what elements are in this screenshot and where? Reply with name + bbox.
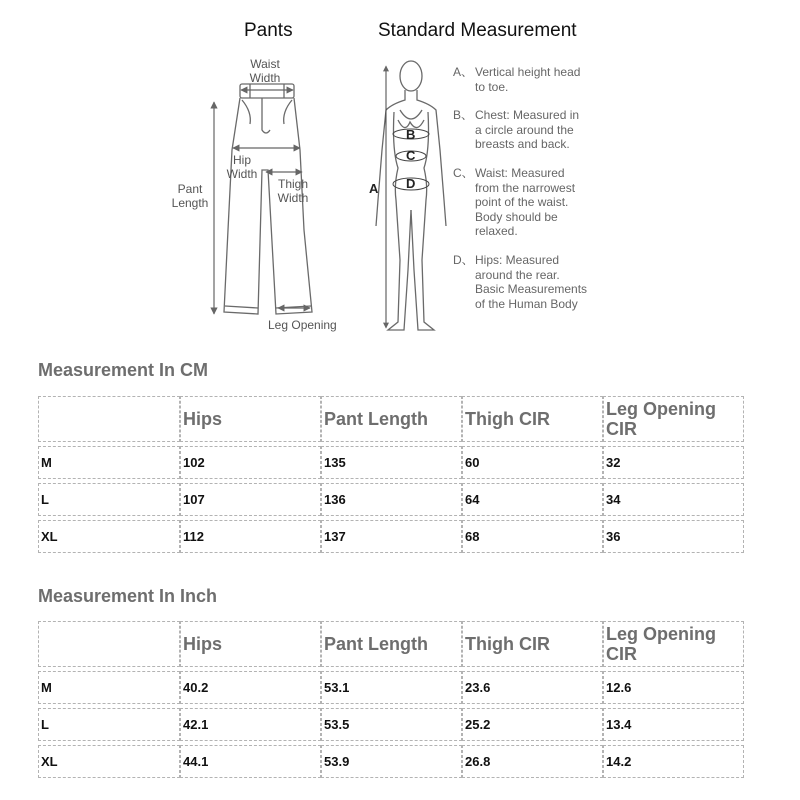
cm-size-table (38, 396, 744, 553)
value-cell: 107 (180, 483, 321, 516)
value-cell: 40.2 (180, 671, 321, 704)
header-cell: Hips (180, 621, 321, 667)
value-cell: 12.6 (603, 671, 744, 704)
value-cell: 68 (462, 520, 603, 553)
value-cell: 13.4 (603, 708, 744, 741)
table-row (38, 745, 744, 778)
note-c (453, 166, 613, 241)
value-cell: 44.1 (180, 745, 321, 778)
table-row (38, 446, 744, 479)
header-cell (38, 621, 180, 667)
value-cell: 53.9 (321, 745, 462, 778)
header-cell: Leg Opening CIR (603, 621, 744, 667)
note-b (453, 108, 613, 153)
inch-section-title: Measurement In Inch (38, 586, 218, 606)
note-text: Vertical height head to toe. (475, 65, 581, 94)
table-row (38, 671, 744, 704)
header-cell (38, 396, 180, 442)
value-cell: 137 (321, 520, 462, 553)
table-row (38, 708, 744, 741)
value-cell: 23.6 (462, 671, 603, 704)
size-cell: M (38, 446, 180, 479)
size-cell: XL (38, 745, 180, 778)
hip-width-label: Hip Width (226, 153, 258, 181)
note-key: C、 (453, 166, 474, 180)
body-letter-c: C (406, 148, 416, 163)
body-letter-b: B (406, 127, 416, 142)
measurement-figure (0, 0, 800, 345)
cm-section-title: Measurement In CM (38, 360, 209, 380)
value-cell: 25.2 (462, 708, 603, 741)
body-letter-d: D (406, 176, 416, 191)
note-key: B、 (453, 108, 474, 122)
value-cell: 53.1 (321, 671, 462, 704)
size-cell: L (38, 483, 180, 516)
size-cell: M (38, 671, 180, 704)
table-header-row (38, 621, 744, 667)
standard-measurement-title: Standard Measurement (378, 20, 577, 41)
header-cell: Leg Opening CIR (603, 396, 744, 442)
note-key: D、 (453, 253, 474, 267)
value-cell: 36 (603, 520, 744, 553)
value-cell: 135 (321, 446, 462, 479)
note-key: A、 (453, 65, 474, 79)
value-cell: 34 (603, 483, 744, 516)
value-cell: 42.1 (180, 708, 321, 741)
waist-width-label: Waist Width (249, 57, 281, 85)
header-cell: Thigh CIR (462, 396, 603, 442)
value-cell: 102 (180, 446, 321, 479)
header-cell: Thigh CIR (462, 621, 603, 667)
value-cell: 26.8 (462, 745, 603, 778)
note-text: Waist: Measured from the narrowest point of the waist. Body should be relaxed. (475, 166, 576, 238)
note-a (453, 65, 613, 95)
value-cell: 112 (180, 520, 321, 553)
pant-length-label: Pant Length (171, 182, 209, 210)
value-cell: 136 (321, 483, 462, 516)
note-d (453, 253, 613, 313)
table-header-row (38, 396, 744, 442)
leg-opening-label: Leg Opening (268, 318, 337, 332)
table-row (38, 520, 744, 553)
size-cell: XL (38, 520, 180, 553)
value-cell: 53.5 (321, 708, 462, 741)
note-text: Chest: Measured in a circle around the breasts and back. (475, 108, 580, 151)
inch-size-table (38, 621, 744, 778)
body-letter-a: A (369, 181, 379, 196)
pants-title: Pants (244, 20, 293, 41)
header-cell: Pant Length (321, 396, 462, 442)
value-cell: 32 (603, 446, 744, 479)
header-cell: Hips (180, 396, 321, 442)
thigh-width-label: Thigh Width (277, 177, 309, 205)
value-cell: 64 (462, 483, 603, 516)
table-row (38, 483, 744, 516)
header-cell: Pant Length (321, 621, 462, 667)
note-text: Hips: Measured around the rear. Basic Measurements of the Human Body (475, 253, 588, 311)
value-cell: 14.2 (603, 745, 744, 778)
size-cell: L (38, 708, 180, 741)
value-cell: 60 (462, 446, 603, 479)
